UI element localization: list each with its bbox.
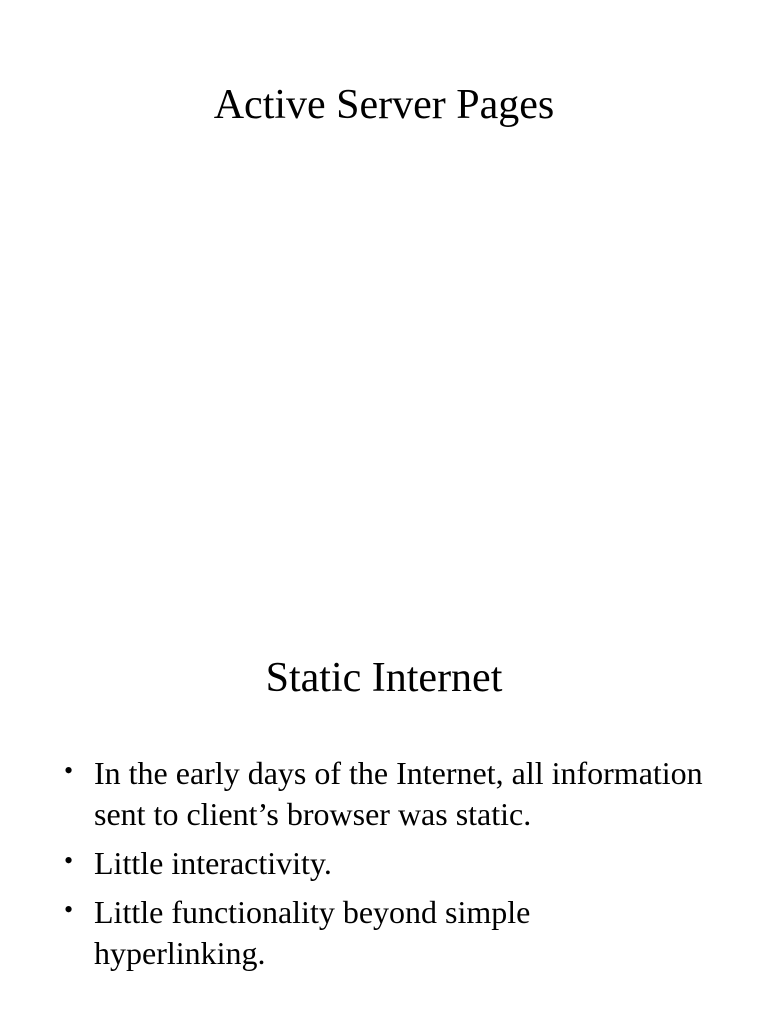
bullet-text: Little functionality beyond simple hyperlinking.: [94, 894, 531, 971]
bullet-item: [0, 892, 768, 974]
bullet-item: [0, 843, 768, 884]
slide-static-internet: [0, 600, 768, 1024]
bullet-text: Little interactivity.: [94, 845, 332, 881]
slide-title: Static Internet: [265, 655, 503, 701]
slide-title: Active Server Pages: [213, 82, 555, 128]
bullet-icon: •: [64, 756, 74, 785]
bullet-text: In the early days of the Internet, all information sent to client’s browser was static.: [94, 755, 703, 832]
bullet-icon: •: [64, 846, 74, 875]
bullet-list: [0, 753, 768, 982]
bullet-icon: •: [64, 895, 74, 924]
bullet-item: [0, 753, 768, 835]
